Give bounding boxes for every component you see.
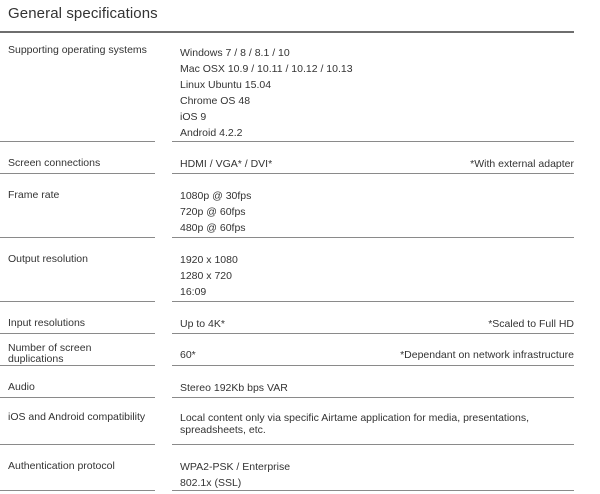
row-divider (0, 237, 155, 238)
spec-label: Screen connections (8, 157, 101, 169)
spec-row-audio (0, 380, 574, 396)
spec-value: Android 4.2.2 (180, 127, 243, 139)
spec-value: Up to 4K* (180, 318, 225, 330)
spec-value: 720p @ 60fps (180, 206, 246, 218)
spec-label: Audio (8, 381, 35, 393)
row-divider (172, 301, 574, 302)
spec-values (180, 380, 574, 396)
spec-value: Mac OSX 10.9 / 10.11 / 10.12 / 10.13 (180, 63, 353, 75)
spec-values (180, 45, 574, 141)
row-divider (172, 397, 574, 398)
spec-label: Authentication protocol (8, 460, 115, 472)
row-divider (0, 141, 155, 142)
spec-row-screen-connections (0, 156, 574, 172)
spec-value: 1280 x 720 (180, 270, 232, 282)
row-divider (172, 333, 574, 334)
spec-value: Windows 7 / 8 / 8.1 / 10 (180, 47, 290, 59)
spec-row-frame-rate (0, 188, 574, 238)
spec-value: iOS 9 (180, 111, 207, 123)
spec-label: Number of screen duplications (8, 342, 92, 365)
row-divider (172, 490, 574, 491)
row-divider (0, 490, 155, 491)
spec-value: Chrome OS 48 (180, 95, 251, 107)
spec-row-mobile-compatibility (0, 411, 574, 441)
row-divider (172, 444, 574, 445)
page-title: General specifications (8, 5, 158, 22)
spec-row-input-resolutions (0, 316, 574, 332)
spec-value: Local content only via specific Airtame application for media, presentations, spreadsheets, etc. (180, 412, 530, 436)
spec-value: 16:09 (180, 286, 207, 298)
row-divider (172, 365, 574, 366)
spec-value: Linux Ubuntu 15.04 (180, 79, 272, 91)
row-divider (0, 444, 155, 445)
spec-row-output-resolution (0, 252, 574, 302)
row-divider (0, 173, 155, 174)
spec-values (180, 252, 574, 300)
spec-value: 802.1x (SSL) (180, 477, 242, 489)
spec-label: iOS and Android compatibility (8, 411, 146, 423)
spec-value: WPA2-PSK / Enterprise (180, 461, 291, 473)
row-divider (0, 301, 155, 302)
spec-row-screen-duplications (0, 342, 574, 366)
spec-label: Supporting operating systems (8, 44, 147, 56)
title-divider (0, 31, 574, 33)
row-divider (0, 365, 155, 366)
spec-label: Frame rate (8, 189, 60, 201)
spec-note: *With external adapter (470, 158, 574, 170)
spec-value: 1920 x 1080 (180, 254, 238, 266)
spec-value: 1080p @ 30fps (180, 190, 252, 202)
row-divider (172, 237, 574, 238)
spec-row-authentication (0, 459, 574, 491)
row-divider (172, 141, 574, 142)
spec-value: 60* (180, 349, 196, 361)
spec-value: 480p @ 60fps (180, 222, 246, 234)
spec-label: Input resolutions (8, 317, 86, 329)
spec-row-operating-systems (0, 45, 574, 145)
row-divider (172, 173, 574, 174)
spec-note: *Dependant on network infrastructure (400, 349, 574, 361)
spec-value: Stereo 192Kb bps VAR (180, 382, 288, 394)
spec-values (180, 188, 574, 236)
spec-label: Output resolution (8, 253, 88, 265)
spec-value: HDMI / VGA* / DVI* (180, 158, 273, 170)
row-divider (0, 333, 155, 334)
row-divider (0, 397, 155, 398)
spec-note: *Scaled to Full HD (488, 318, 574, 330)
spec-values (180, 459, 574, 491)
